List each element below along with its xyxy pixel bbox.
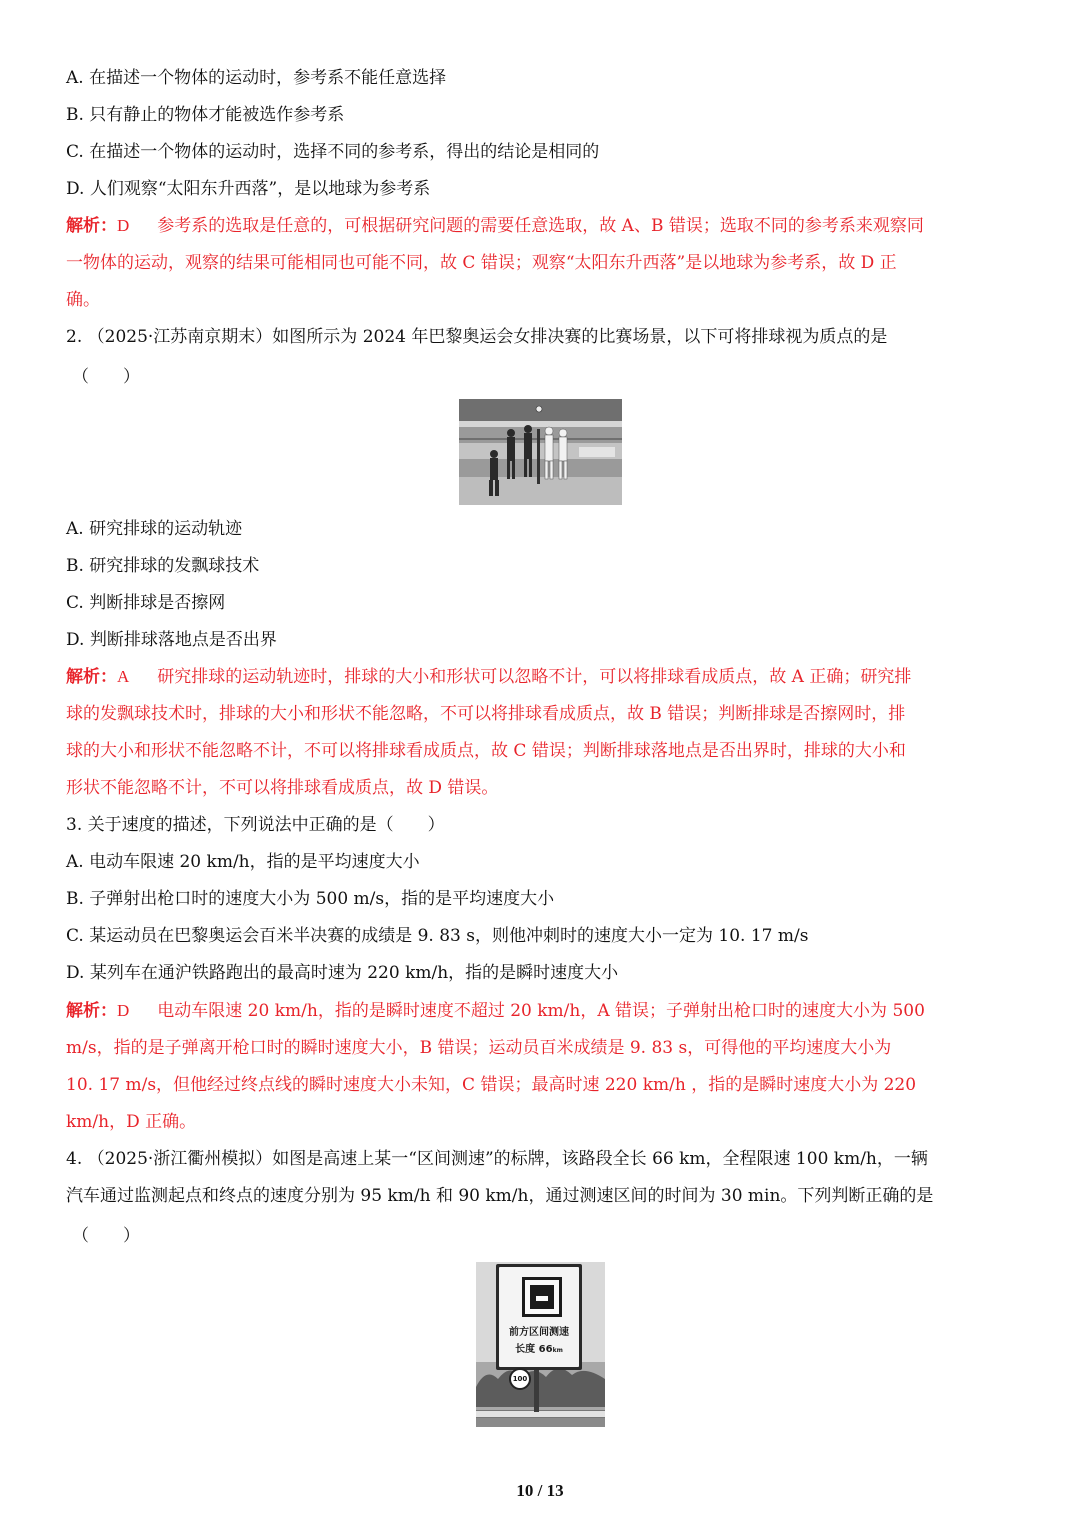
- q2-option-a: A. 研究排球的运动轨迹: [66, 519, 243, 539]
- q2-answer-paren: （ ）: [72, 367, 140, 387]
- analysis-text: 参考系的选取是任意的，可根据研究问题的需要任意选取，故 A、B 错误；选取不同的参考系来观察同: [157, 216, 924, 236]
- camera-symbol: [522, 1277, 562, 1317]
- analysis-label: 解析：: [66, 1001, 117, 1021]
- q1-analysis-line-3: 确。: [66, 290, 100, 310]
- q2-option-d: D. 判断排球落地点是否出界: [66, 630, 277, 650]
- analysis-answer: D: [117, 1001, 130, 1020]
- q3-analysis-line-1: [66, 999, 925, 1023]
- volleyball-photo: [459, 399, 622, 505]
- q1-option-b: B. 只有静止的物体才能被选作参考系: [66, 105, 345, 125]
- q1-option-c: C. 在描述一个物体的运动时，选择不同的参考系，得出的结论是相同的: [66, 142, 600, 162]
- q3-analysis-line-4: km/h，D 正确。: [66, 1112, 197, 1132]
- q3-option-d: D. 某列车在通沪铁路跑出的最高时速为 220 km/h，指的是瞬时速度大小: [66, 963, 619, 983]
- analysis-text: 电动车限速 20 km/h，指的是瞬时速度不超过 20 km/h，A 错误；子弹射出枪口时的速度大小为 500: [157, 1001, 925, 1021]
- page-number: 10 / 13: [516, 1481, 564, 1500]
- q2-option-b: B. 研究排球的发飘球技术: [66, 556, 260, 576]
- q2-stem: 2. （2025·江苏南京期末）如图所示为 2024 年巴黎奥运会女排决赛的比赛场景，以下可将排球视为质点的是: [66, 327, 888, 347]
- speed-limit-sign: 100: [509, 1368, 531, 1390]
- analysis-label: 解析：: [66, 667, 117, 687]
- analysis-label: 解析：: [66, 216, 117, 236]
- q3-option-b: B. 子弹射出枪口时的速度大小为 500 m/s，指的是平均速度大小: [66, 889, 555, 909]
- q2-analysis-line-3: 球的大小和形状不能忽略不计，不可以将排球看成质点，故 C 错误；判断排球落地点是否出界时，排球的大小和: [66, 741, 906, 761]
- camera-icon: [536, 1296, 548, 1301]
- q2-analysis-line-2: 球的发飘球技术时，排球的大小和形状不能忽略，不可以将排球看成质点，故 B 错误；判断排球是否擦网时，排: [66, 704, 906, 724]
- q1-analysis-line-2: 一物体的运动，观察的结果可能相同也可能不同，故 C 错误；观察“太阳东升西落”是以地球为参考系，故 D 正: [66, 253, 897, 273]
- q1-analysis-line-1: [66, 214, 924, 238]
- q2-analysis-line-4: 形状不能忽略不计，不可以将排球看成质点，故 D 错误。: [66, 778, 499, 798]
- q1-option-a: A. 在描述一个物体的运动时，参考系不能任意选择: [66, 68, 447, 88]
- q3-option-c: C. 某运动员在巴黎奥运会百米半决赛的成绩是 9. 83 s，则他冲刺时的速度大小一定为 10. 17 m/s: [66, 926, 809, 946]
- speed-camera-sign-photo: [476, 1262, 605, 1427]
- analysis-answer: A: [117, 667, 130, 686]
- analysis-answer: D: [117, 216, 130, 235]
- q2-analysis-line-1: [66, 665, 911, 689]
- sign-text-2: 长度 66km: [515, 1344, 563, 1355]
- q3-analysis-line-2: m/s，指的是子弹离开枪口时的瞬时速度大小，B 错误；运动员百米成绩是 9. 83 s，可得他的平均速度大小为: [66, 1038, 892, 1058]
- q4-stem-line-2: 汽车通过监测起点和终点的速度分别为 95 km/h 和 90 km/h，通过测速区间的时间为 30 min。下列判断正确的是: [66, 1186, 934, 1206]
- sign-board: [496, 1264, 582, 1370]
- q3-analysis-line-3: 10. 17 m/s，但他经过终点线的瞬时速度大小未知，C 错误；最高时速 220 km/h ，指的是瞬时速度大小为 220: [66, 1075, 917, 1095]
- q2-option-c: C. 判断排球是否擦网: [66, 593, 226, 613]
- q4-stem-line-1: 4. （2025·浙江衢州模拟）如图是高速上某一“区间测速”的标牌，该路段全长 66 km，全程限速 100 km/h，一辆: [66, 1149, 928, 1169]
- q4-answer-paren: （ ）: [72, 1226, 140, 1246]
- analysis-text: 研究排球的运动轨迹时，排球的大小和形状可以忽略不计，可以将排球看成质点，故 A 正确；研究排: [157, 667, 912, 687]
- q3-option-a: A. 电动车限速 20 km/h，指的是平均速度大小: [66, 852, 420, 872]
- sign-text-1: 前方区间测速: [509, 1327, 569, 1338]
- q1-option-d: D. 人们观察“太阳东升西落”，是以地球为参考系: [66, 179, 431, 199]
- q3-stem: 3. 关于速度的描述，下列说法中正确的是（ ）: [66, 815, 445, 835]
